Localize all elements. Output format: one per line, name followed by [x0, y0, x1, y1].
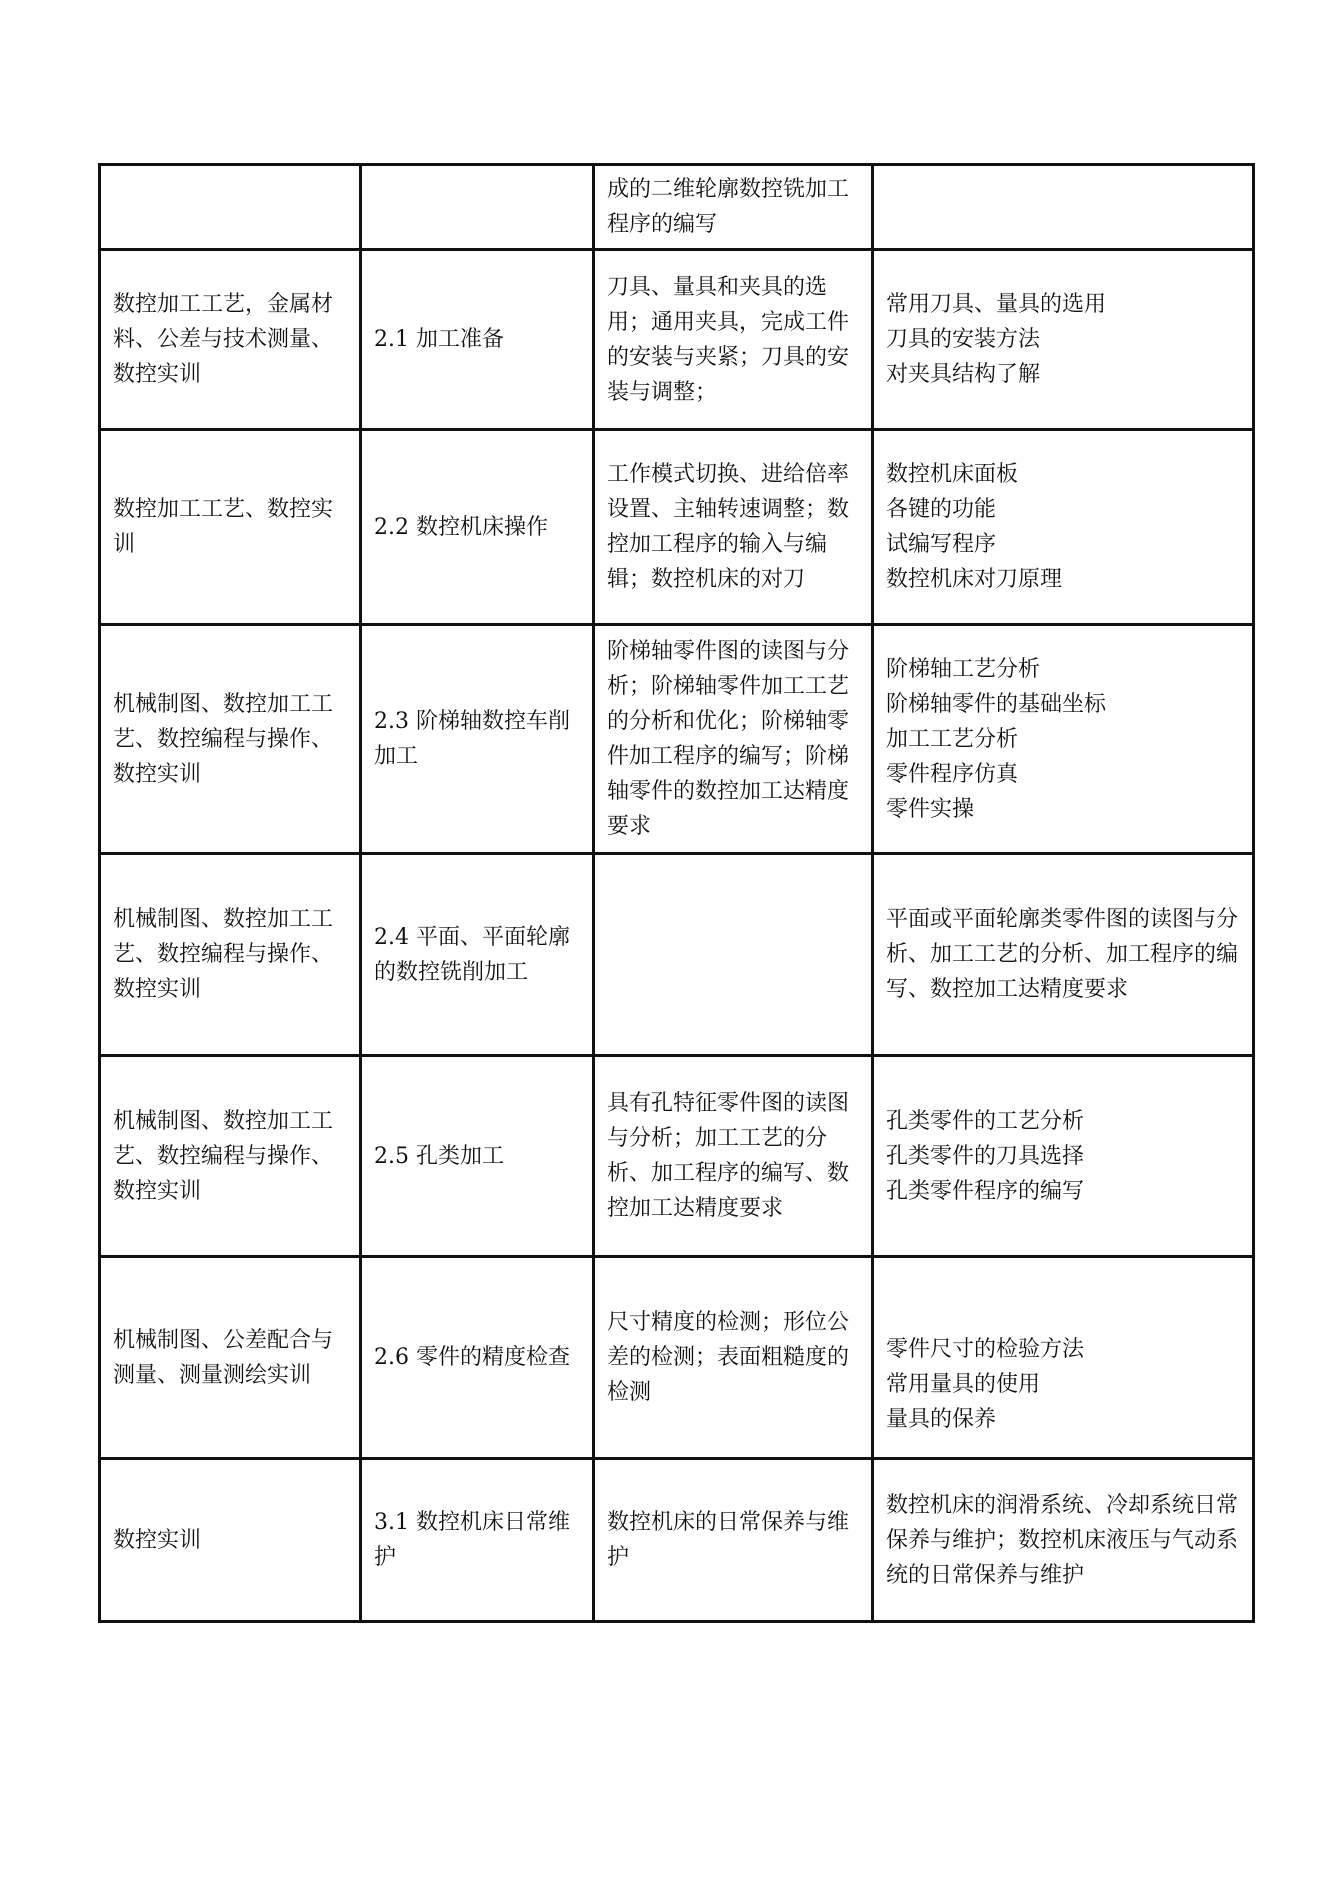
- table-row: [100, 430, 1254, 625]
- requirements-cell: [873, 165, 1254, 250]
- requirement-line: 阶梯轴工艺分析: [886, 656, 1041, 682]
- courses-cell: 机械制图、数控加工工艺、数控编程与操作、数控实训: [100, 625, 361, 854]
- task-cell: 2.1 加工准备: [361, 250, 594, 430]
- task-cell: 3.1 数控机床日常维护: [361, 1459, 594, 1622]
- requirements-cell: [873, 250, 1254, 430]
- table-row: [100, 1056, 1254, 1257]
- courses-cell: 数控加工工艺、数控实训: [100, 430, 361, 625]
- table-row: [100, 250, 1254, 430]
- courses-cell: 机械制图、数控加工工艺、数控编程与操作、数控实训: [100, 1056, 361, 1257]
- content-cell: 数控机床的日常保养与维护: [594, 1459, 873, 1622]
- requirement-line: 孔类零件的工艺分析: [886, 1108, 1085, 1134]
- task-cell: 2.4 平面、平面轮廓的数控铣削加工: [361, 854, 594, 1056]
- courses-cell: 数控实训: [100, 1459, 361, 1622]
- requirement-line: 加工工艺分析: [886, 726, 1019, 752]
- content-cell: 刀具、量具和夹具的选用；通用夹具，完成工件的安装与夹紧；刀具的安装与调整；: [594, 250, 873, 430]
- requirements-cell: 数控机床的润滑系统、冷却系统日常保养与维护；数控机床液压与气动系统的日常保养与维护: [873, 1459, 1254, 1622]
- requirement-line: 数控机床对刀原理: [886, 567, 1063, 592]
- requirement-line: 零件程序仿真: [886, 761, 1019, 787]
- requirement-line: 对夹具结构了解: [886, 362, 1041, 387]
- requirement-line: 刀具的安装方法: [886, 327, 1041, 352]
- requirements-cell: 平面或平面轮廓类零件图的读图与分析、加工工艺的分析、加工程序的编写、数控加工达精度要求: [873, 854, 1254, 1056]
- courses-cell: 机械制图、公差配合与测量、测量测绘实训: [100, 1257, 361, 1459]
- task-cell: [361, 165, 594, 250]
- course-table: [98, 163, 1255, 1623]
- requirements-cell: [873, 1257, 1254, 1459]
- content-cell: 工作模式切换、进给倍率设置、主轴转速调整；数控加工程序的输入与编辑；数控机床的对刀: [594, 430, 873, 625]
- table-row: [100, 1459, 1254, 1622]
- content-cell: 阶梯轴零件图的读图与分析；阶梯轴零件加工工艺的分析和优化；阶梯轴零件加工程序的编写；阶梯轴零件的数控加工达精度要求: [594, 625, 873, 854]
- requirement-line: 阶梯轴零件的基础坐标: [886, 691, 1107, 717]
- courses-cell: [100, 165, 361, 250]
- task-cell: 2.6 零件的精度检查: [361, 1257, 594, 1459]
- task-cell: 2.5 孔类加工: [361, 1056, 594, 1257]
- table-row: [100, 625, 1254, 854]
- requirement-line: 零件实操: [886, 796, 975, 822]
- requirement-line: 试编写程序: [886, 532, 997, 557]
- requirement-line: 量具的保养: [886, 1407, 997, 1432]
- table-row: [100, 1257, 1254, 1459]
- task-cell: 2.2 数控机床操作: [361, 430, 594, 625]
- requirement-line: 孔类零件程序的编写: [886, 1178, 1085, 1204]
- content-cell: 具有孔特征零件图的读图与分析；加工工艺的分析、加工程序的编写、数控加工达精度要求: [594, 1056, 873, 1257]
- task-cell: 2.3 阶梯轴数控车削加工: [361, 625, 594, 854]
- requirement-line: 孔类零件的刀具选择: [886, 1143, 1085, 1169]
- requirements-cell: [873, 1056, 1254, 1257]
- requirements-cell: [873, 625, 1254, 854]
- requirements-cell: [873, 430, 1254, 625]
- requirement-line: 零件尺寸的检验方法: [886, 1337, 1085, 1362]
- courses-cell: 数控加工工艺，金属材料、公差与技术测量、数控实训: [100, 250, 361, 430]
- requirement-line: 各键的功能: [886, 497, 997, 522]
- requirement-line: 常用量具的使用: [886, 1372, 1041, 1397]
- content-cell: 成的二维轮廓数控铣加工程序的编写: [594, 165, 873, 250]
- content-cell: 尺寸精度的检测；形位公差的检测；表面粗糙度的检测: [594, 1257, 873, 1459]
- courses-cell: 机械制图、数控加工工艺、数控编程与操作、数控实训: [100, 854, 361, 1056]
- content-cell: [594, 854, 873, 1056]
- table-row: [100, 165, 1254, 250]
- table-row: [100, 854, 1254, 1056]
- requirement-line: 数控机床面板: [886, 462, 1019, 487]
- requirement-line: 常用刀具、量具的选用: [886, 292, 1107, 317]
